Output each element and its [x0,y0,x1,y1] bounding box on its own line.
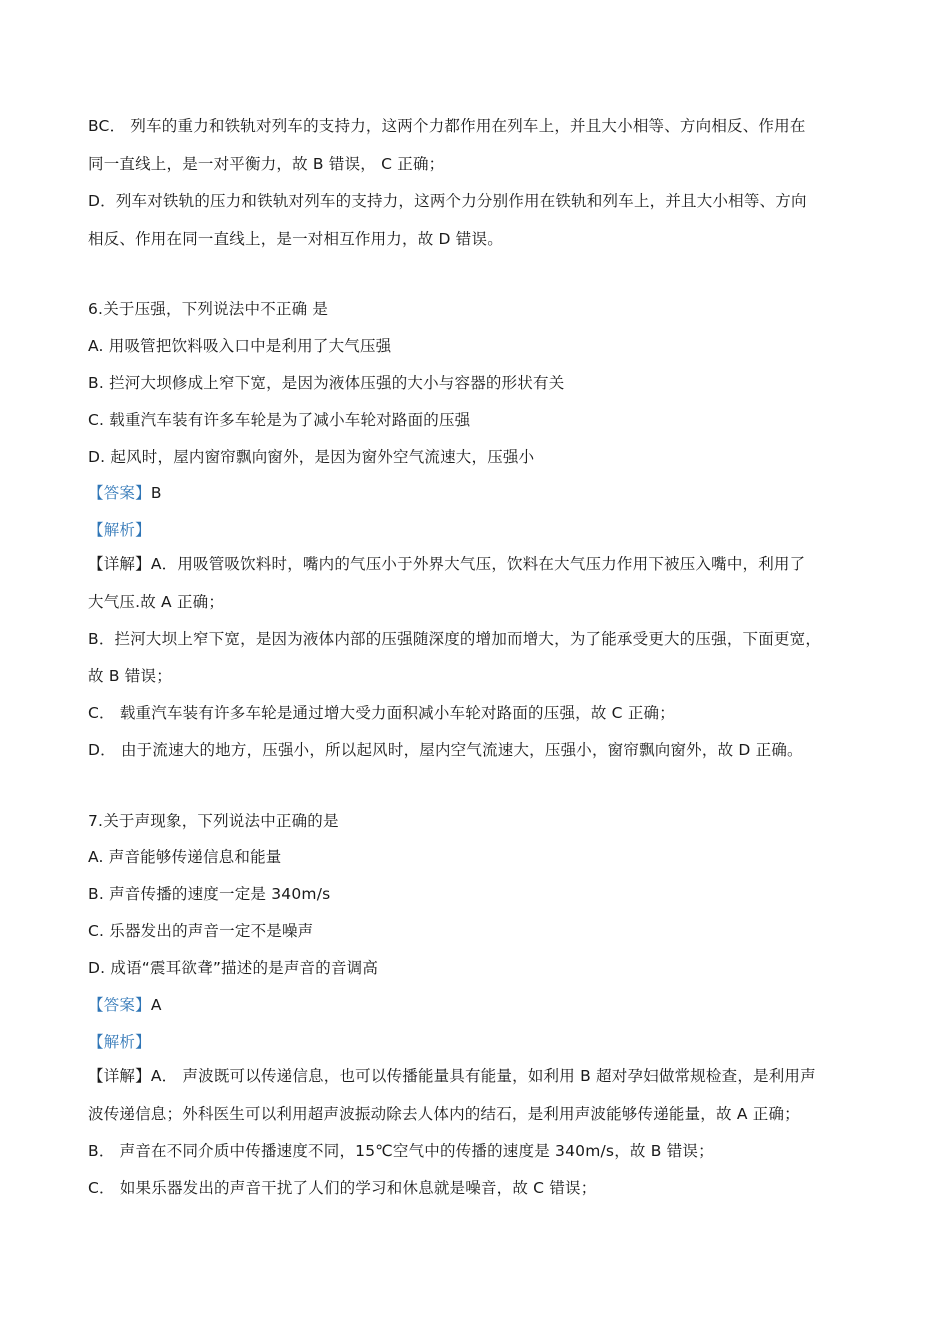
q6-analysis-row [88,520,151,540]
q7-question: 7.关于声现象，下列说法中正确的是 [88,812,339,830]
q6-detail-b-line2: 故 B 错误； [88,667,172,685]
q7-detail-a-line2: 波传递信息；外科医生可以利用超声波振动除去人体内的结石，是利用声波能够传递能量，故 A 正确； [88,1105,800,1123]
q7-answer: A [150,996,162,1014]
q7-analysis-row [88,1032,151,1052]
q6-option-c: C. 载重汽车装有许多车轮是为了减小车轮对路面的压强 [88,411,471,429]
q7-analysis-tag: 【解析】 [88,1033,151,1051]
q6-option-b: B. 拦河大坝修成上窄下宽，是因为液体压强的大小与容器的形状有关 [88,374,565,392]
q6-answer-tag: 【答案】 [88,484,151,502]
q5-bc-line1: BC． 列车的重力和铁轨对列车的支持力，这两个力都作用在列车上，并且大小相等、方向相反、作用在 [88,117,806,135]
q7-option-c: C. 乐器发出的声音一定不是噪声 [88,922,314,940]
q7-detail-b: B． 声音在不同介质中传播速度不同，15℃空气中的传播的速度是 340m/s，故 B 错误； [88,1142,714,1160]
q7-detail-a-text: A． 声波既可以传递信息，也可以传播能量具有能量，如利用 B 超对孕妇做常规检查，是利用声 [150,1067,816,1085]
q6-detail-a-text: A．用吸管吸饮料时，嘴内的气压小于外界大气压，饮料在大气压力作用下被压入嘴中，利用了 [150,555,806,573]
q6-detail-a-line1 [88,554,805,574]
q6-option-d: D. 起风时，屋内窗帘飘向窗外，是因为窗外空气流速大，压强小 [88,448,535,466]
q5-d-line2: 相反、作用在同一直线上，是一对相互作用力，故 D 错误。 [88,230,503,248]
q6-detail-b-line1: B．拦河大坝上窄下宽，是因为液体内部的压强随深度的增加而增大，为了能承受更大的压强，下面更宽， [88,630,822,648]
q6-option-a: A. 用吸管把饮料吸入口中是利用了大气压强 [88,337,392,355]
q7-answer-tag: 【答案】 [88,996,151,1014]
q7-option-a: A. 声音能够传递信息和能量 [88,848,282,866]
q7-detail-a-line1 [88,1066,816,1086]
q6-detail-d: D． 由于流速大的地方，压强小，所以起风时，屋内空气流速大，压强小，窗帘飘向窗外，故 D 正确。 [88,741,803,759]
q7-detail-c: C． 如果乐器发出的声音干扰了人们的学习和休息就是噪音，故 C 错误； [88,1179,597,1197]
q6-detail-tag: 【详解】 [88,555,151,573]
q6-question: 6.关于压强，下列说法中不正确 是 [88,300,329,318]
q7-option-b: B. 声音传播的速度一定是 340m/s [88,885,331,903]
q5-d-line1: D．列车对铁轨的压力和铁轨对列车的支持力，这两个力分别作用在铁轨和列车上，并且大小相等、方向 [88,192,807,210]
q7-answer-row [88,995,162,1015]
q6-answer: B [150,484,162,502]
q6-answer-row [88,483,162,503]
q5-bc-line2: 同一直线上，是一对平衡力，故 B 错误， C 正确； [88,155,445,173]
q6-analysis-tag: 【解析】 [88,521,151,539]
q6-detail-c: C． 载重汽车装有许多车轮是通过增大受力面积减小车轮对路面的压强，故 C 正确； [88,704,675,722]
q7-option-d: D. 成语“震耳欲聋”描述的是声音的音调高 [88,959,379,977]
q7-detail-tag: 【详解】 [88,1067,151,1085]
q6-detail-a-line2: 大气压.故 A 正确； [88,593,225,611]
